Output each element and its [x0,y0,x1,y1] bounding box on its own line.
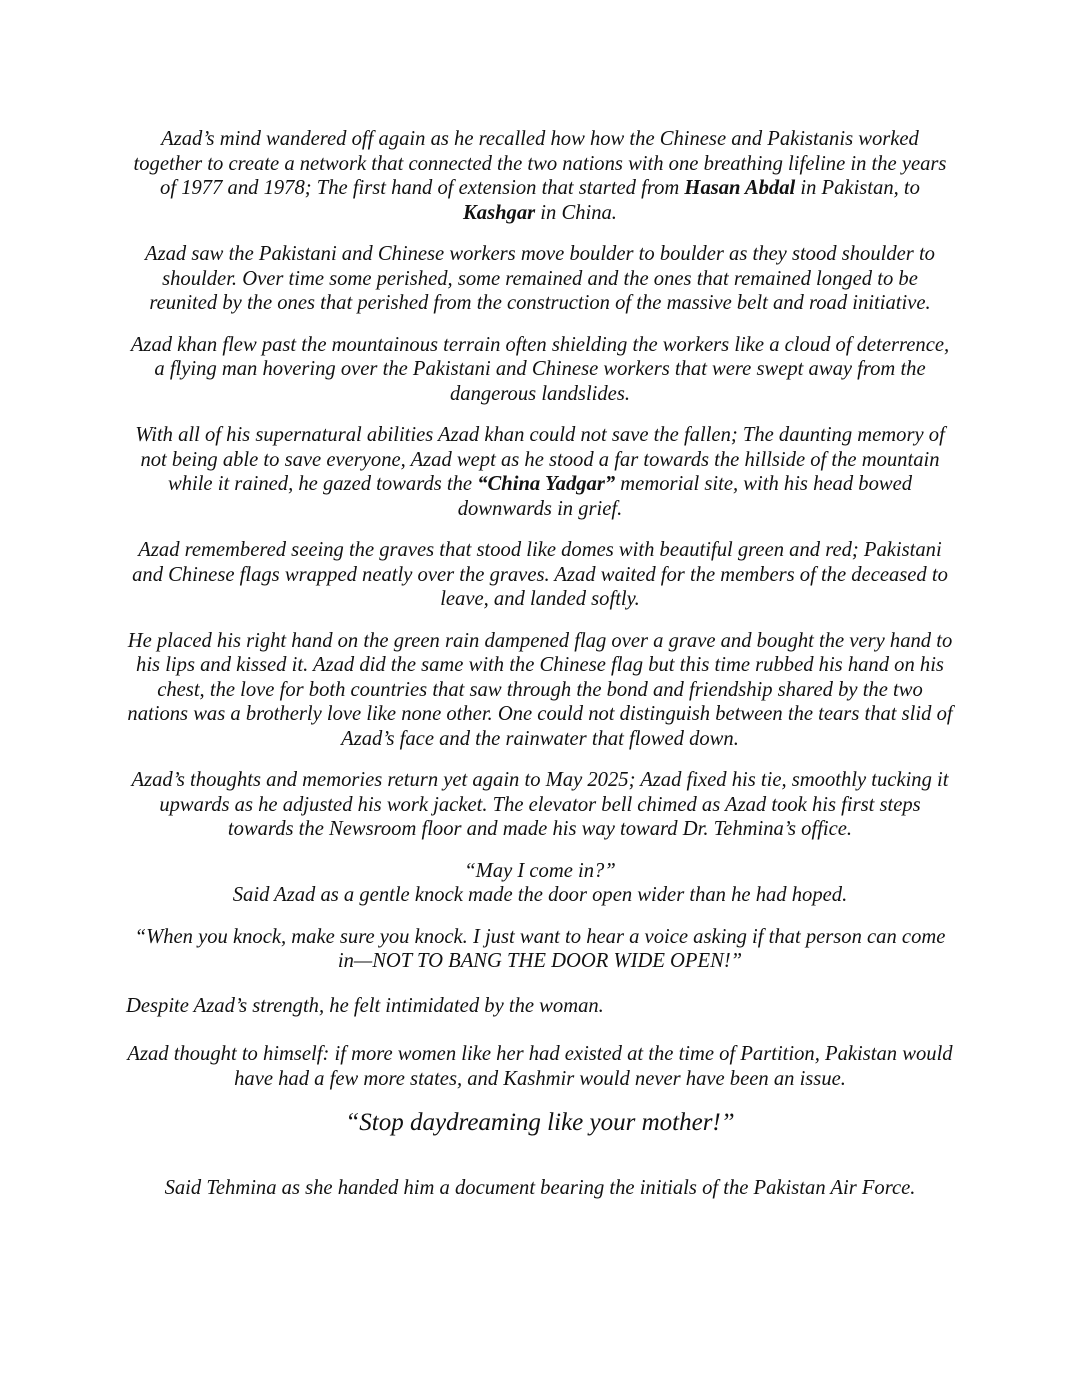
paragraph-graves: Azad remembered seeing the graves that stood like domes with beautiful green and red; Pakistani and Chinese flags wrapped neatly over the graves. Azad waited for the members of the deceased to leave, and landed softly. [132,539,948,610]
paragraph-intimidated: Despite Azad’s strength, he felt intimidated by the woman. [126,994,604,1017]
paragraph-workers: Azad saw the Pakistani and Chinese workers move boulder to boulder as they stood shoulder to shoulder. Over time some perished, some remained and the ones that remained longed to be reunited by the ones that perished from the construction of the massive belt and road initiative. [145,243,935,314]
paragraph-silk-road [126,127,954,225]
paragraph-partition: Azad thought to himself: if more women like her had existed at the time of Partition, Pakistan would have had a few more states, and Kashmir would never have been an issue. [127,1043,953,1090]
paragraph-text: With all of his supernatural abilities Azad khan could not save the fallen; The daunting memory of not being able to save everyone, Azad wept as he stood a far towards the hillside of the mountain while it rained, he gazed towards the [135,424,945,495]
paragraph-flying: Azad khan flew past the mountainous terrain often shielding the workers like a cloud of deterrence, a flying man hovering over the Pakistani and Chinese workers that were swept away from the dangerous landslides. [130,333,950,405]
place-name-hasan-abdal: Hasan Abdal [684,177,796,199]
dialogue-line: “May I come in?” [464,859,616,882]
paragraph-text: memorial site, with his head bowed downwards in grief. [457,473,913,520]
paragraph-text: Azad’s mind wandered off again as he recalled how how the Chinese and Pakistanis worked together to create a network that connected the two nations with one breathing lifeline in the years of 1977 and 1978; The first hand of extension that started from [133,128,947,199]
paragraph-daydreaming: “Stop daydreaming like your mother!” [345,1109,735,1136]
dialogue-attribution: Said Azad as a gentle knock made the door open wider than he had hoped. [232,884,848,906]
paragraph-newsroom: Azad’s thoughts and memories return yet again to May 2025; Azad fixed his tie, smoothly tucking it upwards as he adjusted his work jacket. The elevator bell chimed as Azad took his first steps towards the Newsroom floor and made his way toward Dr. Tehmina’s office. [131,769,949,840]
paragraph-may-i-come-in [126,859,954,908]
paragraph-document-handoff: Said Tehmina as she handed him a document bearing the initials of the Pakistan Air Force. [164,1177,916,1199]
paragraph-text: in China. [535,201,617,224]
paragraph-flags: He placed his right hand on the green rain dampened flag over a grave and bought the very hand to his lips and kissed it. Azad did the same with the Chinese flag but this time rubbed his hand on his chest, the love for both countries that saw through the bond and friendship shared by the two nations was a brotherly love like none other. One could not distinguish between the tears that slid of Azad’s face and the rainwater that flowed down. [127,629,953,750]
place-name-kashgar: Kashgar [463,201,536,224]
memorial-name: “China Yadgar” [477,473,616,495]
paragraph-text: in Pakistan, to [795,177,920,199]
paragraph-memorial [126,423,954,521]
document-body [126,127,954,1218]
paragraph-knock-dialogue: “When you knock, make sure you knock. I just want to hear a voice asking if that person can come in—NOT TO BANG THE DOOR WIDE OPEN!” [134,925,946,972]
